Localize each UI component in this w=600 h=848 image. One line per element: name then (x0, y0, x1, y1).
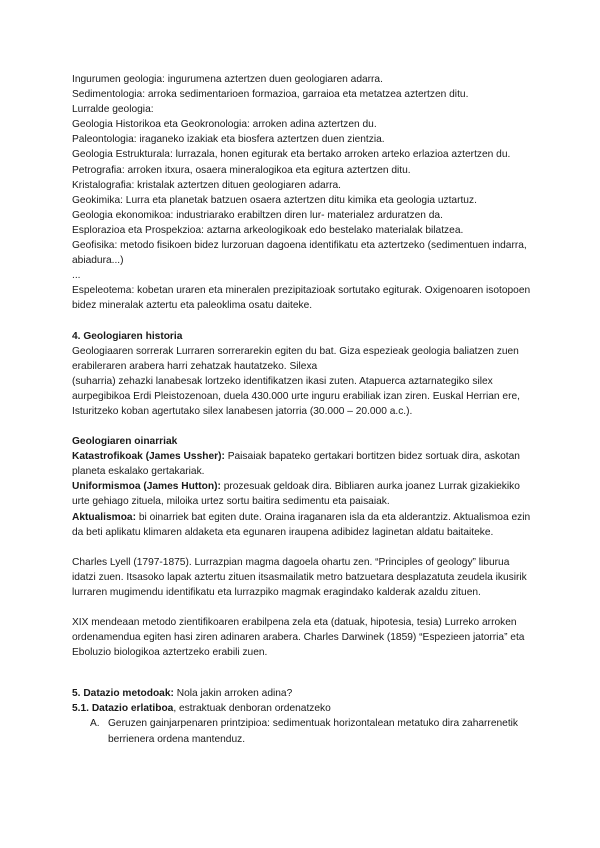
definition-line: Geologia ekonomikoa: industriarako erabiltzen diren lur- materialez arduratzen da. (72, 209, 443, 221)
definition-line: Sedimentologia: arroka sedimentarioen formazioa, garraioa eta metatzea aztertzen ditu. (72, 89, 469, 101)
principle-text: prozesuak geldoak dira. Bibliaren aurka joanez Lurrak gizakiekiko urte gehiago zituela, miloika urtez sortu baitira sedimentu eta paisaiak. (72, 481, 520, 508)
dating-heading-bold: 5. Datazio metodoak: (72, 688, 174, 700)
principle-item (72, 479, 534, 509)
history-paragraph-2: (suharria) zehazki lanabesak lortzeko identifikatzen ikasi zuten. Atapuerca aztarnategiko silex aurpegibikoa Erdi Pleistozenoan, duela 430.000 urte inguru erabiliak izan ziren. Euskal Herrian ere, Isturitzeko koban agertutako silex lanabesen jatorria (30.000 – 20.000 a.c.). (72, 375, 520, 417)
definition-line: Geologia Estrukturala: lurrazala, honen egiturak eta bertako arroken arteko erlazioa aztertzen du. (72, 149, 511, 161)
definition-line: Geologia Historikoa eta Geokronologia: arroken adina aztertzen du. (72, 119, 377, 131)
list-marker: A. (90, 718, 100, 730)
principle-term: Katastrofikoak (James Ussher): (72, 451, 225, 463)
list-item (90, 716, 534, 746)
principle-item (72, 510, 534, 540)
definition-line: Paleontologia: iraganeko izakiak eta biosfera aztertzen duen zientzia. (72, 134, 385, 146)
principle-item (72, 449, 534, 479)
xix-paragraph: XIX mendeaan metodo zientifikoaren erabilpena zela eta (datuak, hipotesia, tesia) Lurreko arroken ordenamendua egiten hasi ziren adinaren arabera. Charles Darwinek (1859) “Espezieen jatorria” eta Eboluzio biologikoa aztertzeko erabili zuen. (72, 617, 525, 659)
history-heading: 4. Geologiaren historia (72, 330, 183, 342)
definition-line: Esplorazioa eta Prospekzioa: aztarna arkeologikoak edo bestelako materialak bilatzea. (72, 224, 464, 236)
lyell-paragraph: Charles Lyell (1797-1875). Lurrazpian magma dagoela ohartu zen. “Principles of geology” liburua idatzi zuen. Itsasoko lapak aztertu zituen itsasmailatik metro batzuetara desplazatuta zeudela ikusirik lurraren mugimendu identifikatu eta lurrazpiko magmak eragindako kalderak azaldu zituen. (72, 556, 527, 598)
principles-heading: Geologiaren oinarriak (72, 436, 178, 448)
principle-term: Uniformismoa (James Hutton): (72, 481, 221, 493)
definition-line: Kristalografia: kristalak aztertzen dituen geologiaren adarra. (72, 179, 341, 191)
principle-text: Paisaiak bapateko gertakari bortitzen bidez sortuak dira, askotan planeta eskalako gertakariak. (72, 451, 520, 478)
dating-heading (72, 686, 534, 701)
principle-term: Aktualismoa: (72, 511, 136, 523)
dating-subheading-rest: , estraktuak denboran ordenatzeko (173, 703, 331, 715)
dating-subheading-bold: 5.1. Datazio erlatiboa (72, 703, 174, 715)
principle-text: bi oinarriek bat egiten dute. Oraina iraganaren isla da eta alderantziz. Aktualismoa ezin da beti aplikatu klimaren aldaketa eta egunaren iraupena adibidez laginetan aldatu baitaiteke. (72, 511, 531, 538)
dating-heading-rest: Nola jakin arroken adina? (173, 688, 293, 700)
definition-line: Geokimika: Lurra eta planetak batzuen osaera aztertzen ditu kimika eta geologia uztartuz. (72, 194, 477, 206)
definition-line: Espeleotema: kobetan uraren eta mineralen prezipitazioak sortutako egiturak. Oxigenoaren isotopoen bidez mineralak aztertu eta paleoklima osatu daiteke. (72, 285, 531, 312)
dating-subheading (72, 701, 534, 716)
dating-list (72, 716, 534, 746)
history-paragraph-1: Geologiaaren sorrerak Lurraren sorrerarekin egiten du bat. Giza espezieak geologia baliatzen zuen erabileraren arabera harri zehatzak hautatzeko. Silexa (72, 345, 519, 372)
ellipsis-line: ... (72, 270, 81, 282)
definition-line: Ingurumen geologia: ingurumena aztertzen duen geologiaren adarra. (72, 74, 383, 85)
definition-line: Petrografia: arroken itxura, osaera mineralogikoa eta egitura aztertzen ditu. (72, 164, 411, 176)
definitions-block (72, 72, 534, 314)
document-content (72, 72, 534, 747)
list-text: Geruzen gainjarpenaren printzipioa: sedimentuak horizontalean metatuko dira zaharrenetik berrienera ordena mantenduz. (108, 718, 519, 745)
definition-line: Lurralde geologia: (72, 104, 154, 116)
definition-line: Geofisika: metodo fisikoen bidez lurzoruan dagoena identifikatu eta aztertzeko (sedimentuen indarra, abiadura...) (72, 240, 527, 267)
